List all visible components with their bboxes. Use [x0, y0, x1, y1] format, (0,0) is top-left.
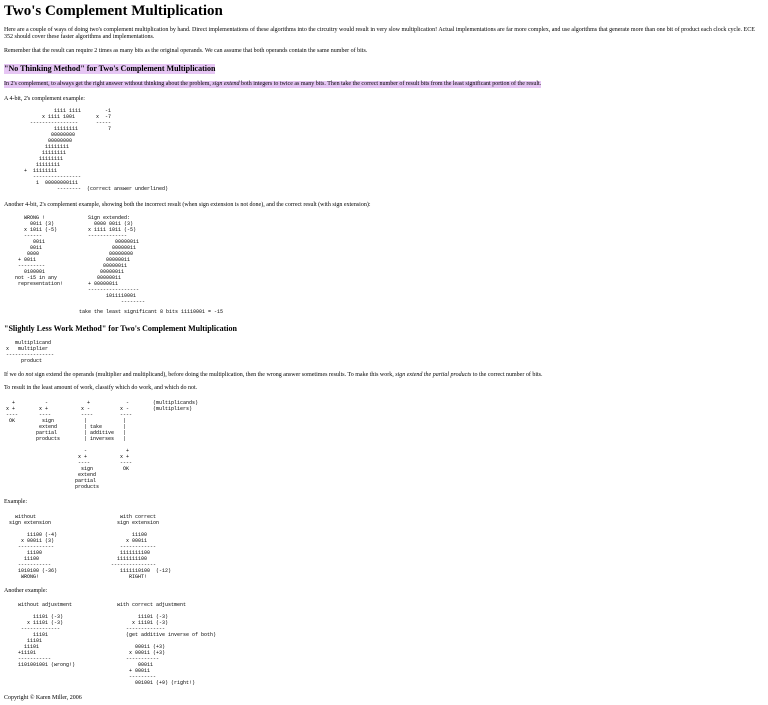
section2-desc-a: If we do	[4, 372, 26, 378]
wrong-example-code: WRONG ! 0011 (3) x 1011 (-5) ------ 0011 0011 0000 + 0011 --------- 0100001 not -15 in any representation!	[15, 215, 64, 287]
section1-heading: "No Thinking Method" for Two's Complement Multiplication	[4, 64, 216, 73]
example1-label: A 4-bit, 2's complement example:	[4, 96, 85, 102]
footer-copyright: Copyright © Karen Miller, 2006	[4, 695, 82, 701]
section1-desc-b: both integers to twice as many bits. Then take the correct number of result bits from the least significant portion of the result.	[239, 81, 542, 87]
classify-code: + - + - (multiplicands) x + x + x - x - (multipliers) ---- ---- ---- ---- OK sign | | extend | take | partial | additive | products | inverses | - + x + x + ---- ---- sign OK extend partial products	[6, 400, 199, 490]
section2-desc-em1: not	[25, 372, 34, 378]
remember-paragraph: Remember that the result can require 2 times as many bits as the original operands. We can assume that both operands contain the same number of bits.	[4, 48, 368, 54]
section1-desc-a: In 2's complement, to always get the right answer without thinking about the problem,	[4, 81, 213, 87]
another-example-label: Another example:	[4, 588, 48, 594]
page-title: Two's Complement Multiplication	[4, 3, 223, 19]
section2-desc-em2: sign extend the partial products	[395, 372, 472, 378]
example3-code: without with correct sign extension sign extension 11100 (-4) 11100 x 00011 (3) x 00011 ------------ ------------ 11100 1111111100 11100 1111111100 ----------- --------------- 1010100 (-36) 1111110100 (-12) WRONG! RIGHT!	[9, 514, 172, 580]
section1-desc-em: sign extend	[212, 81, 240, 87]
section2-desc-b: sign extend the operands (multiplier and multiplicand), before doing the multiplication, then the wrong answer sometimes results. To make this work,	[33, 372, 396, 378]
another-example-code: without adjustment with correct adjustment 11101 (-3) 11101 (-3) x 11101 (-3) x 11101 (-3) ------------- ------------- 11101 (get additive inverse of both) 11101 11101 00011 (+3) +11101 x 00011 (+3) ----------- ----------- 1101001001 (wrong!) 00011 + 00011 --------- 001001 (+9) (right!)	[18, 602, 217, 686]
example2-label: Another 4-bit, 2's complement example, showing both the incorrect result (when sign extension is not done), and the correct result (with sign extension):	[4, 202, 371, 208]
example1-code: 1111 1111 -1 x 1111 1001 x -7 ---------------- ----- 11111111 7 00000000 00000000 11111111 11111111 11111111 11111111 + 11111111 ---------------- 1 00000000111 -------- (correct answer underlined)	[24, 108, 169, 192]
intro-paragraph: Here are a couple of ways of doing two's complement multiplication by hand. Direct implementations of these algorithms into the circuitry would result in very slow multiplication! Actual implementations are far more complex, and use algorithms that generate more than one bit of product each clock cycle. ECE 352 should cover these faster algorithms and implementations.	[4, 27, 755, 40]
section2-heading: "Slightly Less Work Method" for Two's Complement Multiplication	[4, 324, 237, 333]
section1-description	[4, 81, 541, 88]
classify-paragraph: To result in the least amount of work, classify which do work, and which do not.	[4, 385, 198, 391]
section2-description	[4, 372, 759, 379]
take-bits-line: take the least significant 8 bits 11110001 = -15	[79, 309, 224, 315]
sign-extended-example-code: Sign extended: 0000 0011 (3) x 1111 1011 (-5) ------------- 00000011 00000011 00000000 00000011 00000011 00000011 00000011 + 00000011 ----------------- 1011110001 --------	[88, 215, 146, 305]
multiplication-layout-code: multiplicand x multiplier ---------------- product	[6, 340, 55, 364]
section2-desc-c: to the correct number of bits.	[471, 372, 543, 378]
example3-label: Example:	[4, 499, 27, 505]
